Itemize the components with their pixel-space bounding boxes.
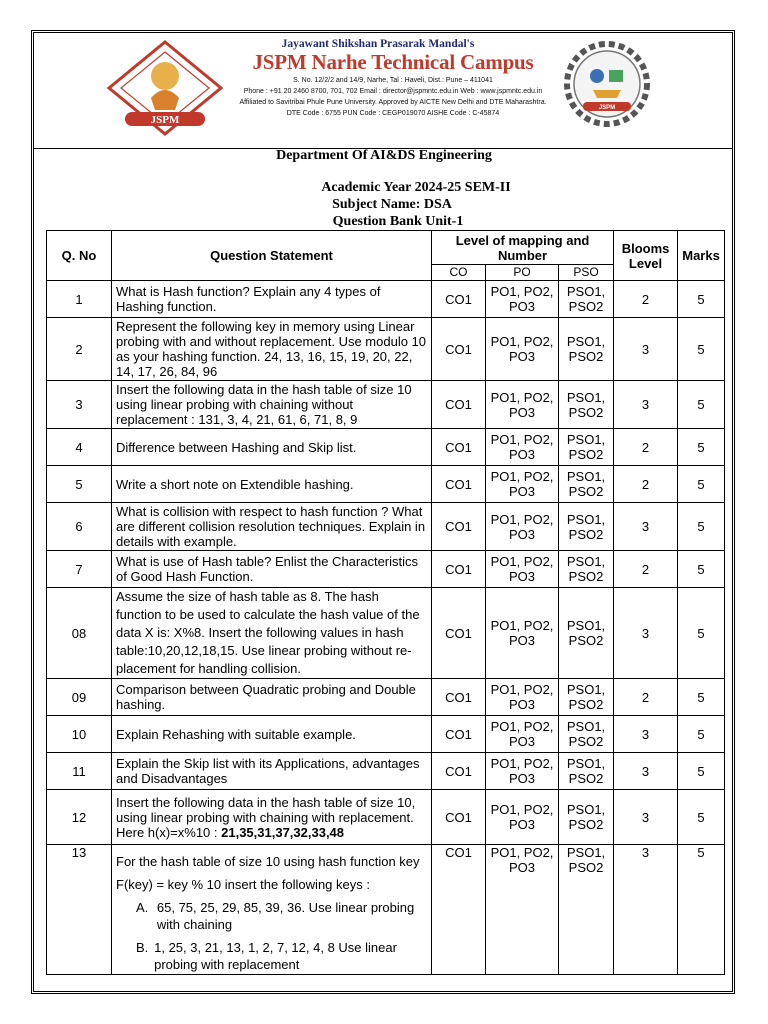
question-text: Represent the following key in memory using Linear probing with and without replacement. Use modulo 10 as your hashing function. 24, 13, 16, 15, 19, 20, 22, 14, 17, 26, 84, 96	[116, 319, 427, 379]
question-text: What is collision with respect to hash function ? What are different collision resolution techniques. Explain in details with example.	[116, 504, 426, 549]
marks-cell: 5	[678, 753, 725, 790]
question-cell	[112, 753, 432, 790]
question-cell	[112, 588, 432, 679]
po-cell: PO1, PO2, PO3	[486, 679, 559, 716]
question-text: Comparison between Quadratic probing and Double hashing.	[116, 682, 416, 712]
qno-cell: 3	[47, 381, 112, 429]
qno-cell: 08	[47, 588, 112, 679]
co-cell: CO1	[432, 429, 486, 466]
header-qno: Q. No	[47, 231, 112, 281]
codes-line: DTE Code : 6755 PUN Code : CEGP019070 AISHE Code : C-45874	[286, 110, 500, 117]
table-row	[47, 381, 725, 429]
qno-cell: 6	[47, 503, 112, 551]
blooms-cell: 3	[614, 318, 678, 381]
marks-cell: 5	[678, 588, 725, 679]
question-line: F(key) = key % 10 insert the following keys :	[116, 877, 370, 892]
question-text: Insert the following data in the hash table of size 10 using linear probing with chaining without replacement : 131, 3, 4, 21, 61, 6, 71, 8, 9	[116, 382, 412, 427]
co-cell: CO1	[432, 716, 486, 753]
marks-cell: 5	[678, 551, 725, 588]
qno-cell: 11	[47, 753, 112, 790]
header-row	[47, 231, 725, 265]
option-label: A.	[136, 900, 149, 915]
qno-cell: 7	[47, 551, 112, 588]
table-row	[47, 716, 725, 753]
po-cell: PO1, PO2, PO3	[486, 381, 559, 429]
subject-name: Subject Name: DSA	[332, 197, 452, 212]
affiliation-line: Affiliated to Savitribai Phule Pune University. Approved by AICTE New Delhi and DTE Maharashtra.	[239, 99, 547, 106]
question-text: What is Hash function? Explain any 4 types of Hashing function.	[116, 284, 381, 314]
blooms-cell: 2	[614, 429, 678, 466]
po-cell: PO1, PO2, PO3	[486, 281, 559, 318]
pso-cell: PSO1, PSO2	[559, 790, 614, 845]
qno-cell: 2	[47, 318, 112, 381]
question-cell	[112, 679, 432, 716]
po-cell: PO1, PO2, PO3	[486, 790, 559, 845]
table-row	[47, 318, 725, 381]
header-po: PO	[486, 265, 559, 281]
po-cell: PO1, PO2, PO3	[486, 753, 559, 790]
table-row	[47, 503, 725, 551]
co-cell: CO1	[432, 503, 486, 551]
marks-cell: 5	[678, 679, 725, 716]
question-text: Explain Rehashing with suitable example.	[116, 726, 356, 742]
qno-cell: 13	[47, 845, 112, 975]
option-a	[136, 899, 427, 933]
po-cell: PO1, PO2, PO3	[486, 845, 559, 975]
academic-year: Academic Year 2024-25 SEM-II	[321, 180, 511, 195]
table-row	[47, 588, 725, 679]
gear-logo	[563, 40, 651, 128]
marks-cell: 5	[678, 845, 725, 975]
marks-cell: 5	[678, 429, 725, 466]
campus-name: JSPM Narhe Technical Campus	[252, 50, 534, 74]
marks-cell: 5	[678, 318, 725, 381]
blooms-cell: 3	[614, 503, 678, 551]
header-marks: Marks	[678, 231, 725, 281]
question-cell	[112, 429, 432, 466]
co-cell: CO1	[432, 281, 486, 318]
option-label: B.	[136, 940, 149, 955]
header-statement: Question Statement	[112, 231, 432, 281]
co-cell: CO1	[432, 551, 486, 588]
qno-cell: 1	[47, 281, 112, 318]
table-row	[47, 429, 725, 466]
letterhead-text	[228, 38, 564, 119]
co-cell: CO1	[432, 381, 486, 429]
question-text: Difference between Hashing and Skip list.	[116, 439, 357, 455]
marks-cell: 5	[678, 503, 725, 551]
question-cell	[112, 466, 432, 503]
marks-cell: 5	[678, 281, 725, 318]
pso-cell: PSO1, PSO2	[559, 503, 614, 551]
table-row	[47, 466, 725, 503]
question-cell	[112, 790, 432, 845]
pso-cell: PSO1, PSO2	[559, 588, 614, 679]
table-row	[47, 281, 725, 318]
logo-left-text: JSPM	[150, 114, 180, 126]
pso-cell: PSO1, PSO2	[559, 845, 614, 975]
question-keys: 21,35,31,37,32,33,48	[221, 824, 345, 840]
blooms-cell: 3	[614, 381, 678, 429]
po-cell: PO1, PO2, PO3	[486, 716, 559, 753]
po-cell: PO1, PO2, PO3	[486, 551, 559, 588]
blooms-cell: 3	[614, 753, 678, 790]
department-title: Department Of AI&DS Engineering	[276, 148, 492, 163]
question-text: Insert the following data in the hash table of size 10, using linear probing with chaining with replacement. Here h(x)=x%10 :	[116, 794, 416, 840]
question-cell	[112, 503, 432, 551]
qno-cell: 4	[47, 429, 112, 466]
blooms-cell: 3	[614, 716, 678, 753]
co-cell: CO1	[432, 679, 486, 716]
header-pso: PSO	[559, 265, 614, 281]
pso-cell: PSO1, PSO2	[559, 381, 614, 429]
po-cell: PO1, PO2, PO3	[486, 466, 559, 503]
pso-cell: PSO1, PSO2	[559, 679, 614, 716]
question-text: What is use of Hash table? Enlist the Characteristics of Good Hash Function.	[116, 554, 419, 584]
pso-cell: PSO1, PSO2	[559, 753, 614, 790]
po-cell: PO1, PO2, PO3	[486, 429, 559, 466]
qno-cell: 12	[47, 790, 112, 845]
header-co: CO	[432, 265, 486, 281]
address-line: S. No. 12/2/2 and 14/9, Narhe, Tal : Haveli, Dist.: Pune – 411041	[293, 77, 493, 84]
question-cell	[112, 281, 432, 318]
blooms-cell: 3	[614, 845, 678, 975]
marks-cell: 5	[678, 716, 725, 753]
question-cell	[112, 845, 432, 975]
question-cell	[112, 381, 432, 429]
po-cell: PO1, PO2, PO3	[486, 588, 559, 679]
blooms-cell: 3	[614, 790, 678, 845]
co-cell: CO1	[432, 753, 486, 790]
marks-cell: 5	[678, 790, 725, 845]
blooms-cell: 2	[614, 679, 678, 716]
pso-cell: PSO1, PSO2	[559, 716, 614, 753]
option-text: 65, 75, 25, 29, 85, 39, 36. Use linear probing with chaining	[156, 900, 415, 932]
pso-cell: PSO1, PSO2	[559, 429, 614, 466]
header-blooms: Blooms Level	[614, 231, 678, 281]
marks-cell: 5	[678, 466, 725, 503]
pso-cell: PSO1, PSO2	[559, 318, 614, 381]
qno-cell: 09	[47, 679, 112, 716]
blooms-cell: 2	[614, 466, 678, 503]
pso-cell: PSO1, PSO2	[559, 281, 614, 318]
option-text: 1, 25, 3, 21, 13, 1, 2, 7, 12, 4, 8 Use linear probing with replacement	[154, 940, 397, 972]
po-cell: PO1, PO2, PO3	[486, 318, 559, 381]
question-cell	[112, 318, 432, 381]
blooms-cell: 2	[614, 551, 678, 588]
table-row	[47, 845, 725, 975]
qno-cell: 5	[47, 466, 112, 503]
question-line: For the hash table of size 10 using hash function key	[116, 854, 420, 869]
question-cell	[112, 551, 432, 588]
unit-title: Question Bank Unit-1	[332, 214, 464, 229]
header-mapping: Level of mapping and Number	[432, 231, 614, 265]
co-cell: CO1	[432, 845, 486, 975]
question-bank-table	[46, 230, 725, 975]
contact-line: Phone : +91 20 2460 8700, 701, 702 Email : director@jspmntc.edu.in Web : www.jspmntc.edu.in	[243, 88, 543, 95]
question-text: Explain the Skip list with its Applications, advantages and Disadvantages	[116, 756, 420, 786]
question-text: Write a short note on Extendible hashing.	[116, 476, 354, 492]
question-cell	[112, 716, 432, 753]
co-cell: CO1	[432, 318, 486, 381]
co-cell: CO1	[432, 790, 486, 845]
option-b	[136, 939, 427, 973]
qno-cell: 10	[47, 716, 112, 753]
blooms-cell: 3	[614, 588, 678, 679]
co-cell: CO1	[432, 466, 486, 503]
table-row	[47, 679, 725, 716]
pso-cell: PSO1, PSO2	[559, 551, 614, 588]
co-cell: CO1	[432, 588, 486, 679]
logo-right-text: JSPM	[598, 105, 616, 111]
table-row	[47, 790, 725, 845]
pso-cell: PSO1, PSO2	[559, 466, 614, 503]
table-row	[47, 551, 725, 588]
marks-cell: 5	[678, 381, 725, 429]
po-cell: PO1, PO2, PO3	[486, 503, 559, 551]
blooms-cell: 2	[614, 281, 678, 318]
society-name: Jayawant Shikshan Prasarak Mandal's	[281, 38, 475, 50]
table-row	[47, 753, 725, 790]
jspm-logo	[103, 38, 228, 138]
question-text: Assume the size of hash table as 8. The hash function to be used to calculate the hash value of the data X is: X%8. Insert the following values in hash table:10,20,12,18,15. Use linear probing without re-placement for handling collision.	[116, 589, 420, 676]
